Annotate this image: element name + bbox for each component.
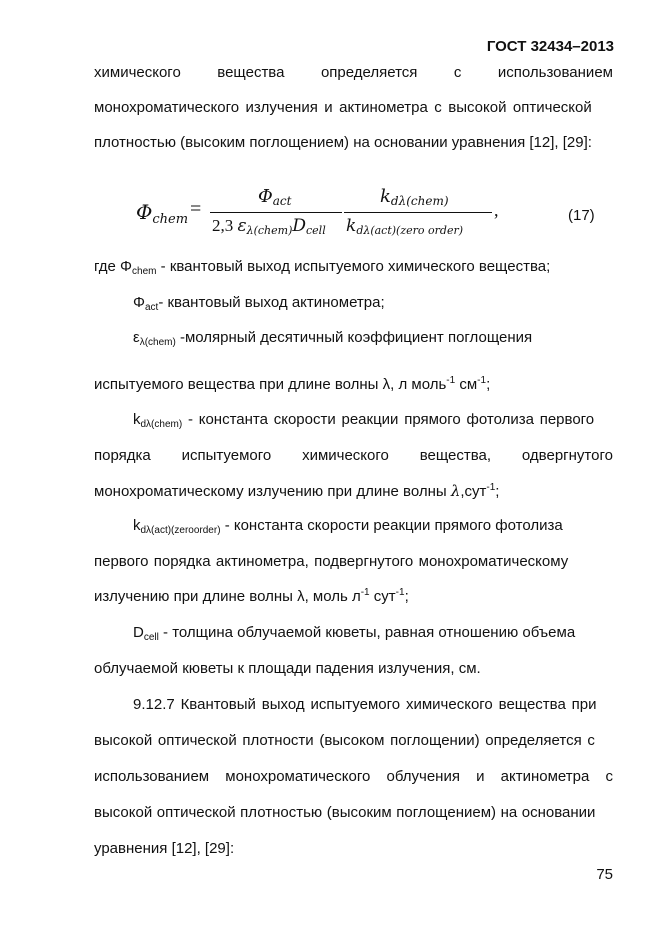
definition-epsilon: $\varepsilon_{\lambda(chem)}$ -молярный десятичный коэффициент поглощения [133, 329, 533, 348]
word: химического [94, 64, 181, 81]
formula-numerator-1: $\Phi_{act}$ [258, 186, 292, 208]
definition-k-chem-line-3: монохроматическому излучению при длине волны λ,сут$^{-1}$; [94, 482, 500, 500]
word: использованием [497, 64, 613, 81]
equation-17 [136, 186, 556, 242]
formula-equals: = [190, 198, 202, 220]
section-9-12-7-line-1: 9.12.7 Квантовый выход испытуемого химического вещества при [133, 696, 597, 713]
equation-number: (17) [568, 207, 595, 224]
definition-phi-chem: где $\Phi_{chem}$ - квантовый выход испытуемого химического вещества; [94, 258, 551, 277]
word: монохроматического [225, 768, 371, 785]
fraction-bar-2 [344, 212, 492, 213]
section-9-12-7-line-3 [94, 768, 613, 786]
definition-k-act: $k_{d\lambda(act)(zeroorder)}$ - константа скорости реакции прямого фотолиза [133, 517, 563, 536]
word: вещества [217, 64, 285, 81]
definition-phi-act: $\Phi_{act}-$ квантовый выход актинометра; [133, 294, 385, 313]
formula-denominator-1: 2,3 $\varepsilon_{\lambda(chem)}D_{cell}$ [212, 216, 326, 237]
word: актинометра [500, 768, 590, 785]
section-9-12-7-line-4: высокой оптической плотностью (высоким поглощением) на основании [94, 804, 596, 821]
definition-d-cell: $D_{cell}$ - толщина облучаемой кюветы, равная отношению объема [133, 624, 576, 643]
section-9-12-7-line-5: уравнения [12], [29]: [94, 840, 235, 857]
word: облучения [386, 768, 460, 785]
intro-line-1 [94, 64, 613, 82]
definition-d-cell-line-2: облучаемой кюветы к площади падения излучения, см. [94, 660, 481, 677]
formula-lhs: $\Phi_{chem}$ [136, 200, 189, 227]
word: определяется [320, 64, 418, 81]
definition-epsilon-line-2: испытуемого вещества при длине волны λ, л моль$^{-1}$ $см^{-1}$; [94, 375, 491, 393]
definition-k-chem-line-2 [94, 447, 613, 465]
definition-k-act-line-3: излучению при длине волны λ, моль $л^{-1}$ сут$^{-1}$; [94, 587, 409, 605]
intro-line-2: монохроматического излучения и актинометра с высокой оптической [94, 99, 592, 116]
intro-line-3: плотностью (высоким поглощением) на основании уравнения [12], [29]: [94, 134, 592, 151]
word: химического [302, 447, 389, 464]
word: с [605, 768, 613, 785]
fraction-bar-1 [210, 212, 342, 213]
definition-k-chem: $k_{d\lambda(chem)}$ - константа скорости реакции прямого фотолиза первого [133, 411, 595, 430]
formula-comma: , [494, 200, 499, 220]
word: испытуемого [181, 447, 272, 464]
word: вещества, [419, 447, 492, 464]
definition-k-act-line-2: первого порядка актинометра, подвергнутого монохроматическому [94, 553, 569, 570]
word: использованием [94, 768, 210, 785]
section-9-12-7-line-2: высокой оптической плотности (высоком поглощении) определяется с [94, 732, 595, 749]
word: с [453, 64, 462, 81]
word: и [476, 768, 485, 785]
word: одвергнутого [521, 447, 613, 464]
page-number: 75 [596, 866, 613, 883]
document-header: ГОСТ 32434–2013 [486, 38, 614, 55]
word: порядка [94, 447, 151, 464]
formula-denominator-2: $k_{d\lambda(act)(zero order)}$ [346, 216, 464, 237]
formula-numerator-2: $k_{d\lambda(chem)}$ [380, 186, 449, 208]
